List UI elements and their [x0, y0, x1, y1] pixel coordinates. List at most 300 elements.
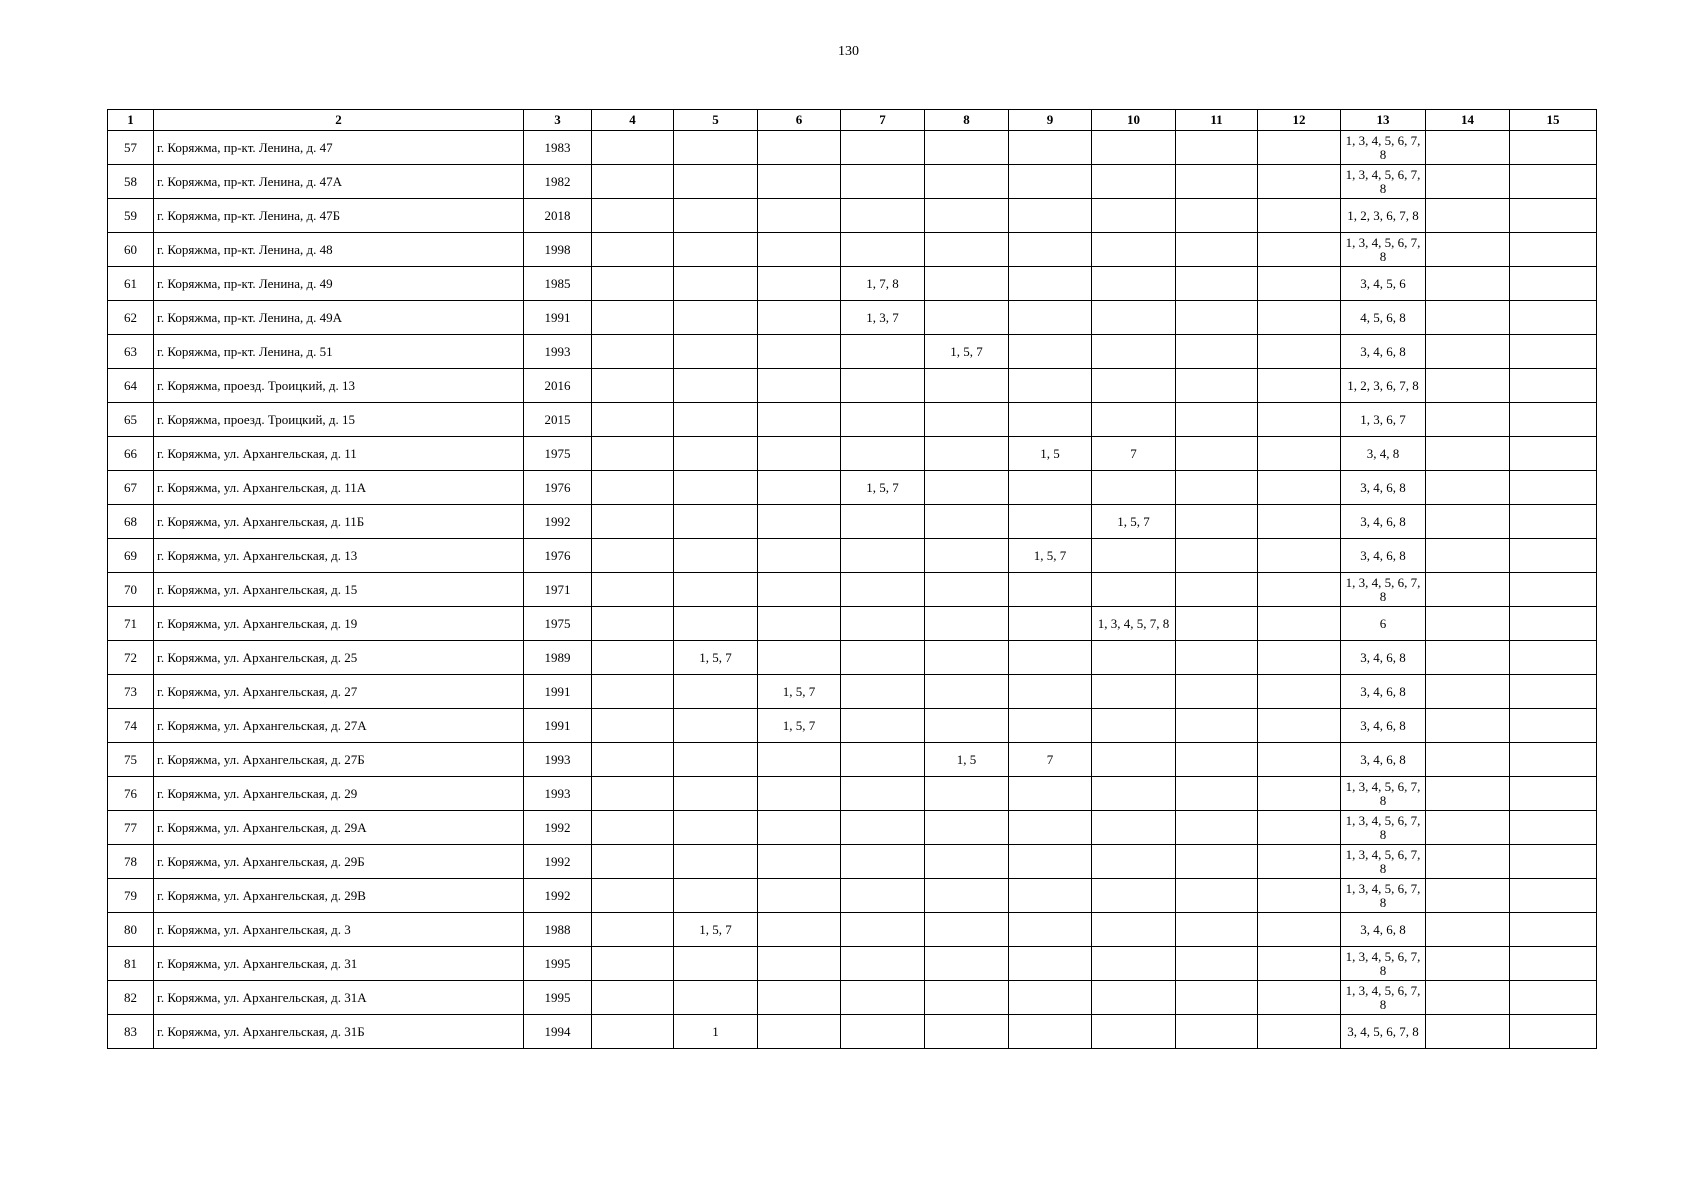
table-cell [841, 777, 925, 811]
table-cell [674, 675, 758, 709]
column-header-12: 12 [1258, 110, 1341, 131]
table-cell [674, 437, 758, 471]
table-cell [1510, 233, 1597, 267]
year-cell: 1976 [524, 539, 592, 573]
table-body [108, 131, 1597, 1049]
table-cell [1176, 981, 1258, 1015]
table-cell [925, 539, 1009, 573]
table-cell [841, 505, 925, 539]
table-cell: 3, 4, 6, 8 [1341, 913, 1426, 947]
table-cell [1009, 947, 1092, 981]
table-cell [1426, 811, 1510, 845]
address-cell: г. Коряжма, ул. Архангельская, д. 27А [154, 709, 524, 743]
row-number-cell: 71 [108, 607, 154, 641]
table-cell [1009, 233, 1092, 267]
year-cell: 1983 [524, 131, 592, 165]
table-cell: 1, 5, 7 [758, 675, 841, 709]
year-cell: 1988 [524, 913, 592, 947]
table-cell [1510, 267, 1597, 301]
table-cell [1176, 1015, 1258, 1049]
table-cell: 1, 3, 4, 5, 6, 7, 8 [1341, 879, 1426, 913]
table-cell [674, 709, 758, 743]
year-cell: 1993 [524, 777, 592, 811]
table-cell [1258, 369, 1341, 403]
column-header-10: 10 [1092, 110, 1176, 131]
year-cell: 2018 [524, 199, 592, 233]
table-cell [925, 505, 1009, 539]
row-number-cell: 67 [108, 471, 154, 505]
table-cell: 1, 3, 4, 5, 6, 7, 8 [1341, 573, 1426, 607]
table-cell [1510, 777, 1597, 811]
table-cell [1426, 403, 1510, 437]
table-row [108, 505, 1597, 539]
table-cell: 1, 3, 4, 5, 6, 7, 8 [1341, 777, 1426, 811]
table-row [108, 539, 1597, 573]
row-number-cell: 62 [108, 301, 154, 335]
table-cell: 1, 2, 3, 6, 7, 8 [1341, 369, 1426, 403]
table-cell [841, 675, 925, 709]
table-cell [1510, 199, 1597, 233]
housing-register-table [107, 109, 1597, 1049]
year-cell: 1991 [524, 301, 592, 335]
table-cell [758, 913, 841, 947]
column-header-8: 8 [925, 110, 1009, 131]
table-cell [1510, 403, 1597, 437]
year-cell: 1991 [524, 709, 592, 743]
table-row [108, 335, 1597, 369]
table-cell [592, 335, 674, 369]
row-number-cell: 60 [108, 233, 154, 267]
table-cell [1176, 335, 1258, 369]
table-cell [1510, 131, 1597, 165]
table-cell [758, 505, 841, 539]
table-cell [1258, 913, 1341, 947]
table-cell [1426, 267, 1510, 301]
table-cell [592, 811, 674, 845]
table-cell [592, 369, 674, 403]
table-cell [1176, 539, 1258, 573]
table-cell [841, 845, 925, 879]
table-cell [1176, 709, 1258, 743]
table-cell: 3, 4, 8 [1341, 437, 1426, 471]
table-cell [758, 335, 841, 369]
table-cell [592, 981, 674, 1015]
table-cell [925, 131, 1009, 165]
table-cell [758, 403, 841, 437]
address-cell: г. Коряжма, пр-кт. Ленина, д. 48 [154, 233, 524, 267]
table-cell [1009, 335, 1092, 369]
table-cell [592, 505, 674, 539]
address-cell: г. Коряжма, ул. Архангельская, д. 11Б [154, 505, 524, 539]
table-cell [925, 199, 1009, 233]
row-number-cell: 82 [108, 981, 154, 1015]
table-cell [1426, 607, 1510, 641]
table-cell [592, 437, 674, 471]
table-row [108, 165, 1597, 199]
table-cell [592, 131, 674, 165]
table-cell [1092, 471, 1176, 505]
table-cell: 3, 4, 6, 8 [1341, 641, 1426, 675]
table-cell [1009, 165, 1092, 199]
table-cell [1258, 709, 1341, 743]
table-cell [841, 199, 925, 233]
table-cell [674, 233, 758, 267]
table-cell [1510, 539, 1597, 573]
table-cell [592, 777, 674, 811]
year-cell: 1975 [524, 437, 592, 471]
table-cell [1092, 845, 1176, 879]
address-cell: г. Коряжма, проезд. Троицкий, д. 13 [154, 369, 524, 403]
address-cell: г. Коряжма, ул. Архангельская, д. 13 [154, 539, 524, 573]
table-cell [841, 743, 925, 777]
table-cell [592, 573, 674, 607]
table-cell [925, 913, 1009, 947]
table-row [108, 301, 1597, 335]
table-cell [925, 369, 1009, 403]
table-cell [1258, 811, 1341, 845]
address-cell: г. Коряжма, ул. Архангельская, д. 15 [154, 573, 524, 607]
address-cell: г. Коряжма, пр-кт. Ленина, д. 47 [154, 131, 524, 165]
table-cell [1258, 607, 1341, 641]
table-cell [1176, 505, 1258, 539]
table-cell [1258, 845, 1341, 879]
table-cell [1092, 573, 1176, 607]
table-cell [1426, 505, 1510, 539]
table-row [108, 981, 1597, 1015]
table-cell [841, 165, 925, 199]
table-cell [1258, 539, 1341, 573]
year-cell: 1976 [524, 471, 592, 505]
table-cell [1258, 301, 1341, 335]
table-cell: 4, 5, 6, 8 [1341, 301, 1426, 335]
address-cell: г. Коряжма, пр-кт. Ленина, д. 47Б [154, 199, 524, 233]
table-row [108, 879, 1597, 913]
table-cell [592, 641, 674, 675]
table-cell [1258, 199, 1341, 233]
table-cell [674, 369, 758, 403]
table-cell [674, 607, 758, 641]
table-cell: 7 [1009, 743, 1092, 777]
address-cell: г. Коряжма, ул. Архангельская, д. 27 [154, 675, 524, 709]
table-cell [674, 403, 758, 437]
row-number-cell: 81 [108, 947, 154, 981]
year-cell: 1992 [524, 879, 592, 913]
address-cell: г. Коряжма, ул. Архангельская, д. 29А [154, 811, 524, 845]
table-cell [758, 811, 841, 845]
address-cell: г. Коряжма, пр-кт. Ленина, д. 49А [154, 301, 524, 335]
table-cell [1009, 403, 1092, 437]
table-cell [1092, 675, 1176, 709]
table-cell [841, 981, 925, 1015]
year-cell: 1991 [524, 675, 592, 709]
year-cell: 1989 [524, 641, 592, 675]
table-cell [1258, 573, 1341, 607]
table-cell [758, 199, 841, 233]
table-cell [674, 301, 758, 335]
table-cell [674, 199, 758, 233]
table-cell: 1, 3, 4, 5, 6, 7, 8 [1341, 131, 1426, 165]
table-cell [1510, 301, 1597, 335]
table-cell [1092, 879, 1176, 913]
table-cell [1176, 879, 1258, 913]
table-cell [1092, 981, 1176, 1015]
table-cell [1510, 607, 1597, 641]
table-cell [1426, 369, 1510, 403]
table-cell [674, 267, 758, 301]
table-row [108, 1015, 1597, 1049]
table-cell [925, 811, 1009, 845]
table-cell: 1, 3, 4, 5, 6, 7, 8 [1341, 165, 1426, 199]
table-cell [1092, 165, 1176, 199]
table-cell [1426, 709, 1510, 743]
table-row [108, 267, 1597, 301]
table-cell [1426, 573, 1510, 607]
table-row [108, 811, 1597, 845]
table-cell [1426, 981, 1510, 1015]
table-cell [592, 471, 674, 505]
table-cell [674, 811, 758, 845]
table-cell [1009, 199, 1092, 233]
table-cell: 1, 3, 6, 7 [1341, 403, 1426, 437]
table-cell [841, 947, 925, 981]
table-cell [1176, 199, 1258, 233]
table-cell [1426, 743, 1510, 777]
table-cell [1009, 811, 1092, 845]
year-cell: 1998 [524, 233, 592, 267]
table-cell [1092, 777, 1176, 811]
table-cell [1426, 675, 1510, 709]
table-cell: 1, 5, 7 [1009, 539, 1092, 573]
table-cell [925, 403, 1009, 437]
row-number-cell: 66 [108, 437, 154, 471]
table-cell: 1, 3, 4, 5, 7, 8 [1092, 607, 1176, 641]
table-cell [1092, 199, 1176, 233]
table-cell [1510, 1015, 1597, 1049]
table-cell [592, 607, 674, 641]
table-cell [1510, 335, 1597, 369]
table-cell [1176, 131, 1258, 165]
table-cell [758, 879, 841, 913]
row-number-cell: 61 [108, 267, 154, 301]
table-cell [758, 369, 841, 403]
table-cell [1510, 947, 1597, 981]
address-cell: г. Коряжма, ул. Архангельская, д. 31 [154, 947, 524, 981]
table-cell [592, 845, 674, 879]
year-cell: 1971 [524, 573, 592, 607]
table-cell [592, 709, 674, 743]
table-cell [1176, 607, 1258, 641]
table-cell [758, 165, 841, 199]
column-header-15: 15 [1510, 110, 1597, 131]
table-cell [1510, 981, 1597, 1015]
table-row [108, 709, 1597, 743]
table-cell [592, 233, 674, 267]
table-cell [1258, 335, 1341, 369]
table-row [108, 369, 1597, 403]
table-cell [1426, 165, 1510, 199]
table-row [108, 233, 1597, 267]
table-cell [592, 403, 674, 437]
row-number-cell: 57 [108, 131, 154, 165]
table-cell: 3, 4, 6, 8 [1341, 471, 1426, 505]
table-cell: 1, 5, 7 [1092, 505, 1176, 539]
year-cell: 1993 [524, 335, 592, 369]
table-cell [1009, 301, 1092, 335]
row-number-cell: 75 [108, 743, 154, 777]
table-cell [925, 879, 1009, 913]
table-cell [1258, 641, 1341, 675]
table-cell [841, 811, 925, 845]
table-cell [1176, 947, 1258, 981]
table-cell [1258, 437, 1341, 471]
table-cell [1176, 267, 1258, 301]
table-cell [1258, 403, 1341, 437]
table-cell [841, 913, 925, 947]
year-cell: 1993 [524, 743, 592, 777]
table-cell [1009, 471, 1092, 505]
address-cell: г. Коряжма, пр-кт. Ленина, д. 51 [154, 335, 524, 369]
table-row [108, 607, 1597, 641]
table-cell: 1, 5 [925, 743, 1009, 777]
table-cell: 3, 4, 5, 6 [1341, 267, 1426, 301]
table-cell [1258, 131, 1341, 165]
table-cell [841, 403, 925, 437]
table-cell [1176, 777, 1258, 811]
row-number-cell: 79 [108, 879, 154, 913]
table-cell [925, 471, 1009, 505]
row-number-cell: 69 [108, 539, 154, 573]
table-cell [674, 573, 758, 607]
table-cell [1258, 267, 1341, 301]
table-cell [758, 471, 841, 505]
table-cell [758, 539, 841, 573]
table-cell: 1, 5, 7 [841, 471, 925, 505]
table-cell [1009, 641, 1092, 675]
row-number-cell: 76 [108, 777, 154, 811]
table-cell: 1, 3, 4, 5, 6, 7, 8 [1341, 947, 1426, 981]
table-cell [1510, 641, 1597, 675]
table-cell [758, 131, 841, 165]
table-cell [1510, 879, 1597, 913]
address-cell: г. Коряжма, проезд. Троицкий, д. 15 [154, 403, 524, 437]
table-cell [1176, 811, 1258, 845]
table-cell [1258, 471, 1341, 505]
row-number-cell: 59 [108, 199, 154, 233]
table-cell [1176, 165, 1258, 199]
table-cell [674, 539, 758, 573]
table-cell [1009, 573, 1092, 607]
table-cell [1009, 1015, 1092, 1049]
table-cell [758, 947, 841, 981]
table-cell: 3, 4, 6, 8 [1341, 539, 1426, 573]
table-cell [1176, 369, 1258, 403]
table-cell [758, 267, 841, 301]
table-cell [674, 845, 758, 879]
table-cell [925, 947, 1009, 981]
table-cell [1176, 573, 1258, 607]
row-number-cell: 83 [108, 1015, 154, 1049]
table-cell [1009, 709, 1092, 743]
table-cell: 3, 4, 6, 8 [1341, 743, 1426, 777]
table-cell [1510, 437, 1597, 471]
table-cell [1426, 539, 1510, 573]
table-cell: 1, 3, 4, 5, 6, 7, 8 [1341, 233, 1426, 267]
address-cell: г. Коряжма, ул. Архангельская, д. 3 [154, 913, 524, 947]
year-cell: 1994 [524, 1015, 592, 1049]
table-cell [841, 437, 925, 471]
table-cell [1092, 539, 1176, 573]
table-row [108, 437, 1597, 471]
table-cell [925, 165, 1009, 199]
address-cell: г. Коряжма, ул. Архангельская, д. 11А [154, 471, 524, 505]
page-number: 130 [838, 44, 859, 59]
table-cell [1092, 403, 1176, 437]
table-cell: 3, 4, 5, 6, 7, 8 [1341, 1015, 1426, 1049]
year-cell: 1985 [524, 267, 592, 301]
table-cell [1092, 947, 1176, 981]
table-cell [925, 233, 1009, 267]
address-cell: г. Коряжма, ул. Архангельская, д. 29 [154, 777, 524, 811]
table-cell: 6 [1341, 607, 1426, 641]
table-cell [1510, 811, 1597, 845]
year-cell: 1995 [524, 947, 592, 981]
table-cell [1426, 335, 1510, 369]
row-number-cell: 80 [108, 913, 154, 947]
table-cell: 1, 5 [1009, 437, 1092, 471]
table-cell [1009, 675, 1092, 709]
row-number-cell: 73 [108, 675, 154, 709]
table-cell [758, 777, 841, 811]
column-header-13: 13 [1341, 110, 1426, 131]
table-cell [841, 1015, 925, 1049]
table-cell [925, 301, 1009, 335]
column-header-5: 5 [674, 110, 758, 131]
table-cell [1426, 879, 1510, 913]
table-cell [674, 743, 758, 777]
table-cell [1426, 641, 1510, 675]
table-cell [674, 335, 758, 369]
table-cell [592, 267, 674, 301]
year-cell: 2015 [524, 403, 592, 437]
table-cell [1092, 233, 1176, 267]
table-cell [1176, 437, 1258, 471]
table-cell [1092, 301, 1176, 335]
table-cell [1258, 675, 1341, 709]
table-cell [1009, 607, 1092, 641]
address-cell: г. Коряжма, пр-кт. Ленина, д. 49 [154, 267, 524, 301]
table-header [108, 110, 1597, 131]
table-cell [925, 573, 1009, 607]
table-row [108, 675, 1597, 709]
table-cell [841, 539, 925, 573]
row-number-cell: 65 [108, 403, 154, 437]
column-header-14: 14 [1426, 110, 1510, 131]
table-cell [758, 301, 841, 335]
table-cell [1426, 199, 1510, 233]
column-header-3: 3 [524, 110, 592, 131]
table-cell [1092, 709, 1176, 743]
row-number-cell: 78 [108, 845, 154, 879]
table-cell [1258, 777, 1341, 811]
table-row [108, 131, 1597, 165]
year-cell: 1992 [524, 845, 592, 879]
table-row [108, 199, 1597, 233]
table-cell [758, 437, 841, 471]
table-cell [1176, 743, 1258, 777]
table-cell [674, 879, 758, 913]
table-cell: 1, 3, 4, 5, 6, 7, 8 [1341, 845, 1426, 879]
table-cell [925, 437, 1009, 471]
